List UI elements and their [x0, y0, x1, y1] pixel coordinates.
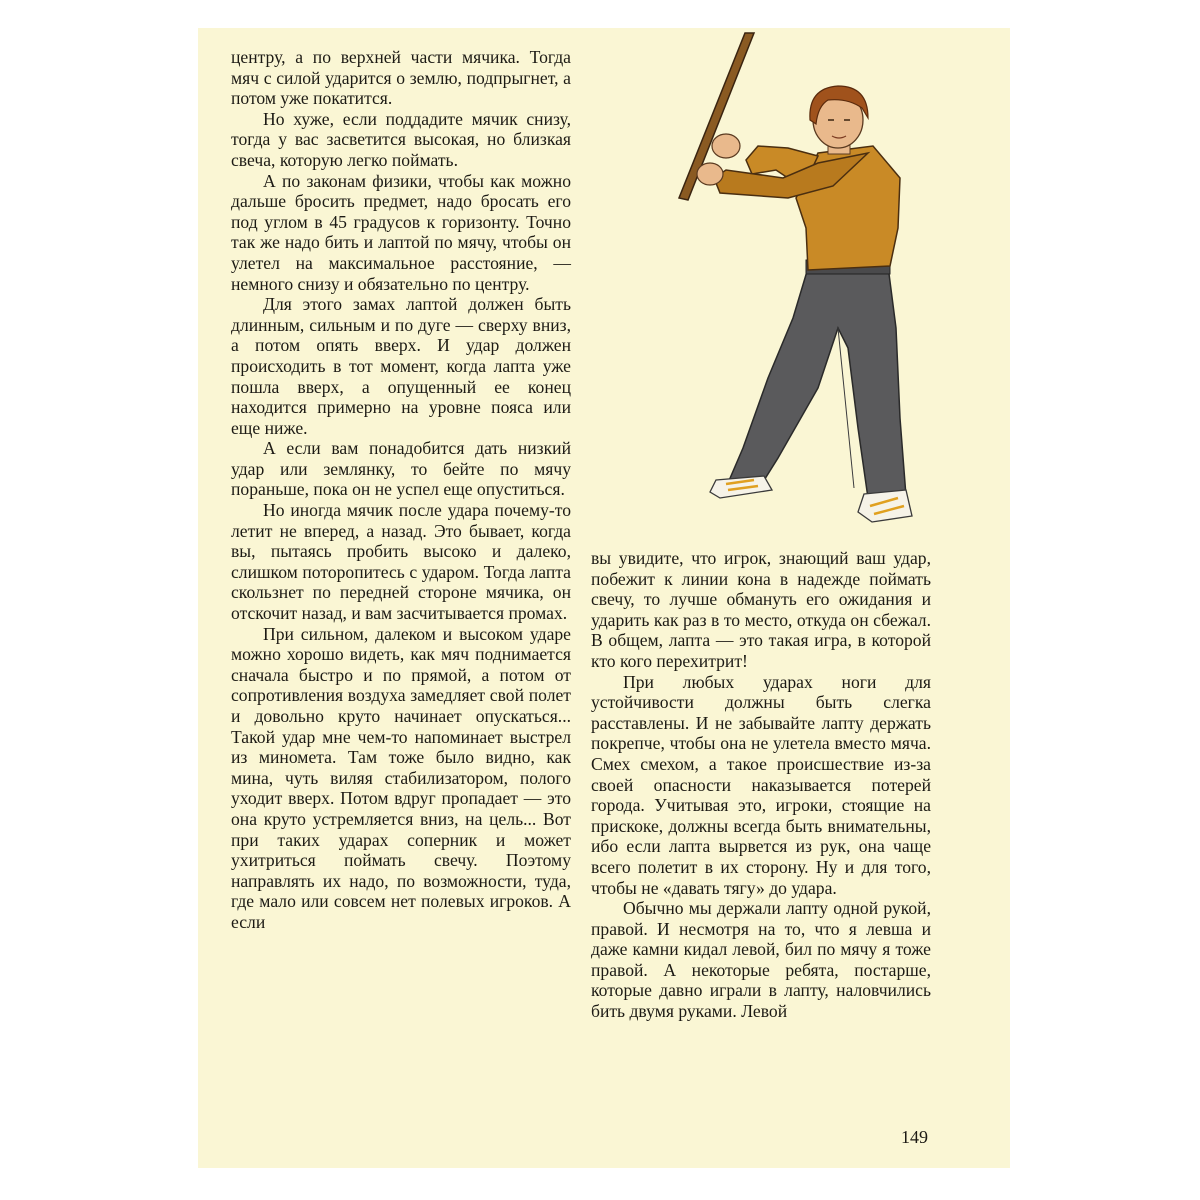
paragraph: вы увидите, что игрок, знающий ваш удар, побежит к линии кона в надежде поймать свечу, то лучше обмануть его ожидания и ударить как раз в то место, откуда он сбежал. В общем, лапта — это такая игра, в которой кто кого перехитрит!	[591, 548, 931, 671]
trousers	[728, 266, 906, 498]
paragraph: центру, а по верхней части мячика. Тогда мяч с силой ударится о землю, подпрыгнет, а потом уже покатится.	[231, 47, 571, 109]
right-text-column	[591, 548, 931, 1022]
paragraph: Обычно мы держали лапту одной рукой, правой. И несмотря на то, что я левша и даже камни кидал левой, бил по мячу я тоже правой. А некоторые ребята, постарше, которые давно играли в лапту, наловчились бить двумя руками. Левой	[591, 898, 931, 1022]
paragraph: Но хуже, если поддадите мячик снизу, тогда у вас засветится высокая, но близкая свеча, которую легко поймать.	[231, 108, 571, 170]
paragraph: А по законам физики, чтобы как можно дальше бросить предмет, надо бросать его под углом в 45 градусов к горизонту. Точно так же надо бить и лаптой по мячу, чтобы он улетел на максимальное расстояние, — немного снизу и обязательно по центру.	[231, 170, 571, 294]
paragraph: При сильном, далеком и высоком ударе можно хорошо видеть, как мяч поднимается сначала быстро и по прямой, а потом от сопротивления воздуха замедляет свой полет и довольно круто начинает опускаться... Такой удар мне чем-то напоминает выстрел из миномета. Там тоже было видно, как мина, чуть виляя стабилизатором, полого уходит вверх. Потом вдруг пропадает — это она круто устремляется вниз, на цель... Вот при таких ударах соперник и может ухитриться поймать свечу. Поэтому направлять их надо, по возможности, туда, где мало или совсем нет полевых игроков. А если	[231, 623, 571, 932]
shoe	[710, 476, 772, 498]
paragraph: Но иногда мячик после удара почему-то летит не вперед, а назад. Это бывает, когда вы, пытаясь пробить высоко и далеко, слишком поторопитесь с ударом. Тогда лапта скользнет по передней стороне мячика, он отскочит назад, и вам засчитывается промах.	[231, 500, 571, 624]
book-page	[198, 28, 1010, 1168]
boy-with-bat-illustration	[668, 28, 978, 533]
page-number: 149	[901, 1127, 928, 1147]
left-text-column	[231, 47, 571, 933]
paragraph: При любых ударах ноги для устойчивости должны быть слегка расставлены. И не забывайте лапту держать покрепче, чтобы она не улетела вместо мяча. Смех смехом, а такое происшествие из-за своей опасности наказывается потерей города. Учитывая это, игроки, стоящие на прискоке, должны всегда быть внимательны, ибо если лапта вырвется из рук, она чаще всего полетит в их сторону. Ну и для того, чтобы не «давать тягу» до удара.	[591, 671, 931, 898]
paragraph: А если вам понадобится дать низкий удар или землянку, то бейте по мячу пораньше, пока он не успел еще опуститься.	[231, 438, 571, 500]
paragraph: Для этого замах лаптой должен быть длинным, сильным и по дуге — сверху вниз, а потом опять вверх. И удар должен происходить в тот момент, когда лапта уже пошла вверх, а опущенный ее конец находится примерно на уровне пояса или еще ниже.	[231, 294, 571, 438]
